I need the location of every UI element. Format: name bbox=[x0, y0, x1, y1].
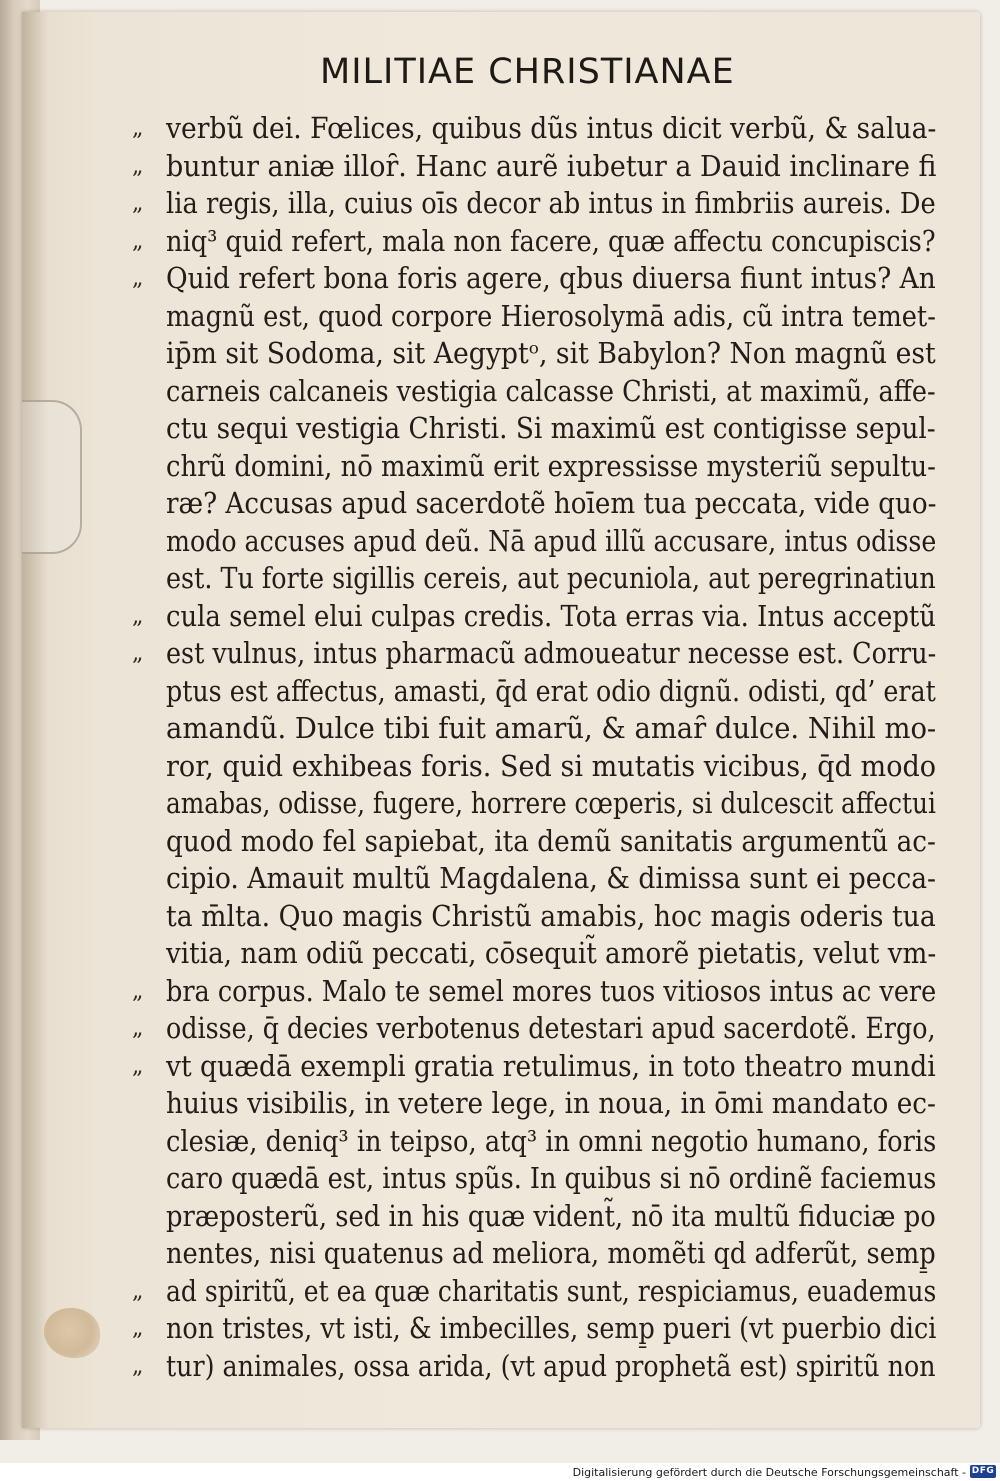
text-line bbox=[166, 485, 956, 523]
text-line bbox=[132, 223, 956, 261]
gutter-shadow bbox=[22, 12, 48, 1428]
text-line bbox=[166, 560, 956, 598]
text-line bbox=[132, 1010, 956, 1048]
text-line-content: verbũ dei. Fœlices, quibus dũs intus dicit verbũ, & salua- bbox=[166, 112, 937, 145]
text-line-content: bra corpus. Malo te semel mores tuos vitiosos intus ac vere bbox=[166, 974, 937, 1008]
text-line-content: ctu sequi vestigia Christi. Si maximũ est contigisse sepul- bbox=[166, 412, 936, 445]
text-line bbox=[166, 1123, 956, 1161]
margin-quote-mark: „ bbox=[132, 191, 143, 216]
margin-quote-mark: „ bbox=[132, 603, 143, 629]
running-head: MILITIAE CHRISTIANAE bbox=[320, 52, 735, 92]
text-line-content: ror, quid exhibeas foris. Sed si mutatis vicibus, q̄d modo bbox=[166, 749, 937, 783]
text-line-content: lia regis, illa, cuius oīs decor ab intus in fimbriis aureis. De bbox=[166, 187, 936, 220]
text-line-content: est vulnus, intus pharmacũ admoueatur necesse est. Corru- bbox=[166, 637, 937, 670]
text-line-content: est. Tu forte sigillis cereis, aut pecuniola, aut peregrinatiun bbox=[166, 562, 936, 595]
text-line bbox=[132, 110, 956, 148]
text-line-content: ip̄m sit Sodoma, sit Aegyptᵒ, sit Babylon? Non magnũ est bbox=[166, 337, 936, 370]
text-line bbox=[166, 523, 956, 561]
margin-quote-mark: „ bbox=[132, 1316, 143, 1341]
text-line bbox=[132, 260, 956, 298]
text-line-content: odisse, q̄ decies verbotenus detestari apud sacerdotẽ. Ergo, bbox=[166, 1012, 936, 1045]
bookmark-tab bbox=[22, 400, 82, 554]
margin-quote-mark: „ bbox=[132, 1016, 143, 1041]
text-line-content: ta m̄lta. Quo magis Christũ amabis, hoc magis oderis tua bbox=[166, 899, 936, 933]
text-line-content: quod modo fel sapiebat, ita demũ sanitatis argumentũ ac- bbox=[166, 824, 936, 858]
margin-quote-mark: „ bbox=[132, 1053, 143, 1079]
text-line bbox=[166, 785, 956, 823]
text-line-content: non tristes, vt isti, & imbecilles, semp̱ pueri (vt puerbio dici bbox=[166, 1312, 937, 1345]
margin-quote-mark: „ bbox=[132, 978, 143, 1004]
footer-credit: Digitalisierung gefördert durch die Deutsche Forschungsgemeinschaft - bbox=[572, 1466, 966, 1479]
text-line bbox=[166, 335, 956, 373]
text-line-content: vt quædā exempli gratia retulimus, in toto theatro mundi bbox=[166, 1049, 936, 1083]
text-line-content: vitia, nam odiũ peccati, cōsequit̃ amorẽ pietatis, velut vm- bbox=[166, 937, 937, 970]
text-line bbox=[132, 973, 956, 1011]
text-line-content: carneis calcaneis vestigia calcasse Christi, at maximũ, affe- bbox=[166, 374, 936, 408]
text-line bbox=[166, 1235, 956, 1273]
text-line bbox=[166, 898, 956, 936]
text-line bbox=[166, 448, 956, 486]
margin-quote-mark: „ bbox=[132, 1278, 143, 1304]
text-line-content: cipio. Amauit multũ Magdalena, & dimissa sunt ei pecca- bbox=[166, 862, 937, 895]
text-line-content: magnũ est, quod corpore Hierosolymā adis, cũ intra temet- bbox=[166, 299, 936, 333]
text-line bbox=[132, 635, 956, 673]
margin-quote-mark: „ bbox=[132, 153, 143, 179]
text-line bbox=[166, 860, 956, 898]
text-line bbox=[166, 373, 956, 411]
margin-quote-mark: „ bbox=[132, 116, 143, 141]
dfg-logo: DFG bbox=[971, 1466, 995, 1476]
text-line bbox=[166, 823, 956, 861]
text-line-content: buntur aniæ illoȓ. Hanc aurẽ iubetur a Dauid inclinare fi bbox=[166, 149, 937, 183]
text-line bbox=[166, 1160, 956, 1198]
text-line bbox=[132, 1273, 956, 1311]
text-line-content: præposterũ, sed in his quæ vident̃, nō ita multũ fiduciæ po bbox=[166, 1199, 936, 1233]
text-line-content: tur) animales, ossa arida, (vt apud prophetã est) spiritũ non bbox=[166, 1349, 936, 1383]
text-line bbox=[166, 935, 956, 973]
text-line bbox=[132, 1048, 956, 1086]
text-line-content: clesiæ, deniq³ in teipso, atq³ in omni negotio humano, foris bbox=[166, 1124, 937, 1158]
text-line bbox=[132, 148, 956, 186]
text-line-content: ad spiritũ, et ea quæ charitatis sunt, respiciamus, euademus bbox=[166, 1274, 937, 1308]
text-line-content: caro quædā est, intus spũs. In quibus si nō ordinẽ faciemus bbox=[166, 1162, 937, 1195]
text-line bbox=[166, 710, 956, 748]
text-line-content: ræ? Accusas apud sacerdotẽ hoīem tua peccata, vide quo- bbox=[166, 487, 937, 520]
text-line-content: huius visibilis, in vetere lege, in noua, in ōmi mandato ec- bbox=[166, 1087, 936, 1120]
text-line bbox=[166, 298, 956, 336]
text-line-content: Quid refert bona foris agere, qbus diuersa fiunt intus? An bbox=[166, 262, 936, 295]
text-line-content: nentes, nisi quatenus ad meliora, momẽti qd adferũt, semp̱ bbox=[166, 1237, 936, 1270]
text-line-content: ptus est affectus, amasti, q̄d erat odio dignũ. odisti, qd’ erat bbox=[166, 674, 936, 708]
margin-quote-mark: „ bbox=[132, 641, 143, 666]
text-line-content: chrũ domini, nō maximũ erit expressisse mysteriũ sepultu- bbox=[166, 449, 936, 483]
text-line-content: amandũ. Dulce tibi fuit amarũ, & amaȓ dulce. Nihil mo- bbox=[166, 712, 937, 745]
text-line bbox=[166, 1085, 956, 1123]
text-line bbox=[166, 673, 956, 711]
text-line bbox=[132, 598, 956, 636]
text-line-content: cula semel elui culpas credis. Tota erras via. Intus acceptũ bbox=[166, 599, 936, 633]
margin-quote-mark: „ bbox=[132, 228, 143, 254]
text-line bbox=[166, 748, 956, 786]
text-line bbox=[166, 410, 956, 448]
paper-stain bbox=[44, 1308, 100, 1358]
text-line bbox=[166, 1198, 956, 1236]
text-line-content: amabas, odisse, fugere, horrere cœperis, si dulcescit affectui bbox=[166, 787, 936, 820]
margin-quote-mark: „ bbox=[132, 266, 143, 291]
text-line bbox=[132, 185, 956, 223]
text-line-content: modo accuses apud deũ. Nā apud illũ accusare, intus odisse bbox=[166, 524, 937, 558]
text-block bbox=[132, 110, 956, 1385]
margin-quote-mark: „ bbox=[132, 1353, 143, 1379]
text-line bbox=[132, 1348, 956, 1386]
text-line-content: niq³ quid refert, mala non facere, quæ affectu concupiscis? bbox=[166, 224, 936, 258]
text-line bbox=[132, 1310, 956, 1348]
